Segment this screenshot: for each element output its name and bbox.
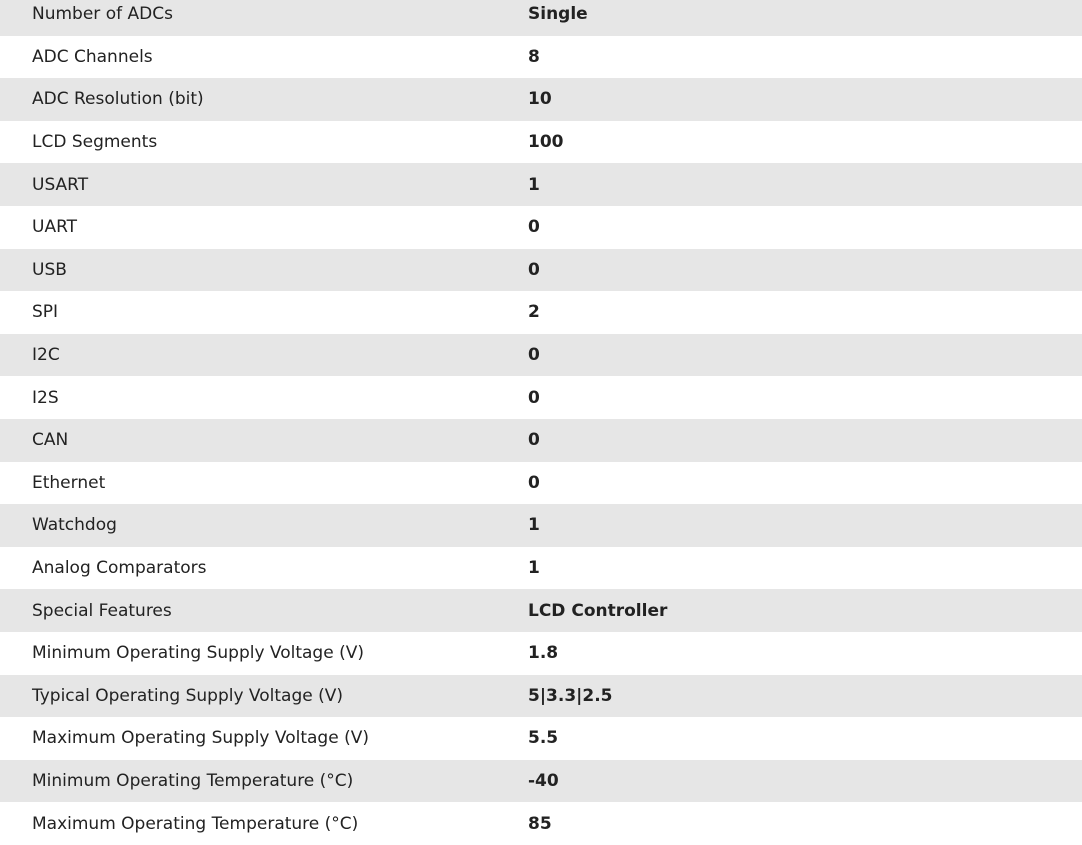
spec-row-min-supply-voltage — [0, 632, 1082, 675]
spec-label: SPI — [32, 302, 59, 323]
spec-value: 100 — [528, 132, 564, 153]
spec-label: I2C — [32, 345, 60, 366]
spec-row-analog-comparators — [0, 547, 1082, 590]
spec-label: LCD Segments — [32, 132, 158, 153]
spec-label: UART — [32, 217, 78, 238]
spec-row-special-features — [0, 589, 1082, 632]
spec-value: 1 — [528, 174, 540, 195]
spec-value: 0 — [528, 217, 540, 238]
spec-value: 1 — [528, 558, 540, 579]
spec-row-watchdog — [0, 504, 1082, 547]
spec-value: LCD Controller — [528, 600, 668, 621]
spec-row-usart — [0, 163, 1082, 206]
spec-row-lcd-segments — [0, 121, 1082, 164]
spec-value: 1 — [528, 515, 540, 536]
spec-value: 10 — [528, 89, 552, 110]
spec-row-spi — [0, 291, 1082, 334]
spec-label: ADC Resolution (bit) — [32, 89, 204, 110]
spec-value: 5|3.3|2.5 — [528, 685, 613, 706]
spec-label: Maximum Operating Temperature (°C) — [32, 813, 359, 834]
spec-label: Maximum Operating Supply Voltage (V) — [32, 728, 369, 749]
spec-row-i2s — [0, 376, 1082, 419]
spec-label: CAN — [32, 430, 69, 451]
spec-label: USART — [32, 174, 89, 195]
spec-row-adc-channels — [0, 36, 1082, 79]
spec-value: 0 — [528, 387, 540, 408]
spec-label: I2S — [32, 387, 59, 408]
spec-value: Single — [528, 4, 588, 25]
spec-value: 1.8 — [528, 643, 559, 664]
spec-row-min-temperature — [0, 760, 1082, 803]
spec-row-number-of-adcs — [0, 0, 1082, 36]
spec-label: Ethernet — [32, 472, 106, 493]
spec-value: 0 — [528, 472, 540, 493]
spec-label: Minimum Operating Temperature (°C) — [32, 770, 354, 791]
spec-value: 0 — [528, 259, 540, 280]
spec-value: 85 — [528, 813, 552, 834]
spec-row-adc-resolution — [0, 78, 1082, 121]
spec-label: Watchdog — [32, 515, 117, 536]
spec-label: Special Features — [32, 600, 172, 621]
spec-label: USB — [32, 259, 67, 280]
spec-label: Analog Comparators — [32, 558, 207, 579]
spec-value: 0 — [528, 345, 540, 366]
spec-value: 2 — [528, 302, 540, 323]
spec-value: 0 — [528, 430, 540, 451]
spec-row-uart — [0, 206, 1082, 249]
spec-row-can — [0, 419, 1082, 462]
spec-row-usb — [0, 249, 1082, 292]
spec-row-max-temperature — [0, 802, 1082, 845]
spec-row-ethernet — [0, 462, 1082, 505]
spec-label: Minimum Operating Supply Voltage (V) — [32, 643, 364, 664]
spec-value: 8 — [528, 46, 540, 67]
spec-label: Number of ADCs — [32, 4, 173, 25]
spec-value: 5.5 — [528, 728, 559, 749]
spec-row-max-supply-voltage — [0, 717, 1082, 760]
spec-value: -40 — [528, 770, 559, 791]
spec-label: Typical Operating Supply Voltage (V) — [32, 685, 343, 706]
spec-row-i2c — [0, 334, 1082, 377]
spec-label: ADC Channels — [32, 46, 153, 67]
spec-row-typical-supply-voltage — [0, 675, 1082, 718]
